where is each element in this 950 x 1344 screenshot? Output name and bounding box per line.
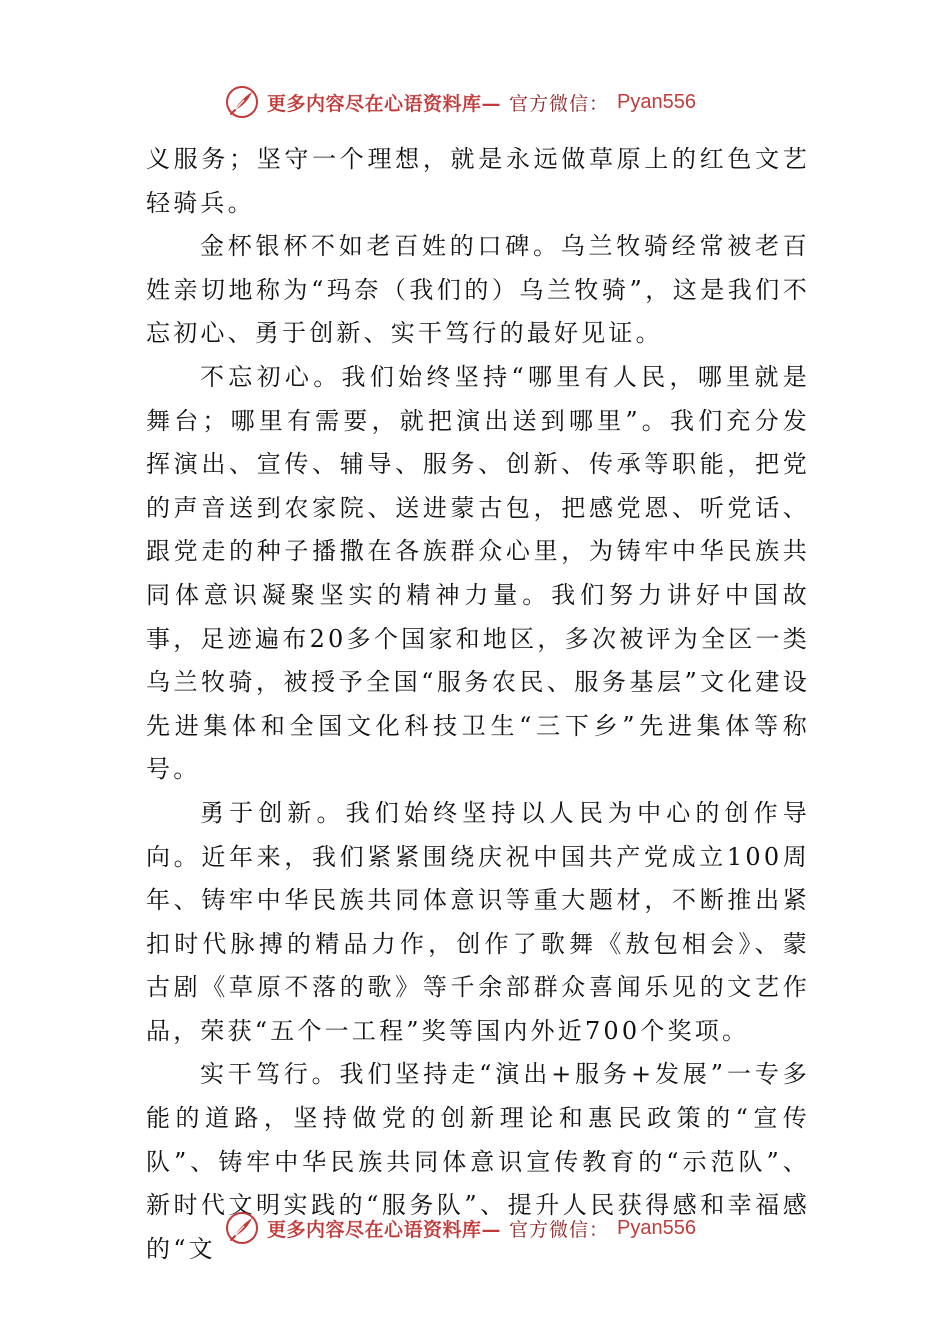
footer-watermark bbox=[225, 1208, 696, 1248]
watermark-wechat-id: Pyan556 bbox=[617, 90, 696, 113]
paragraph-original-aspiration: 不忘初心。我们始终坚持“哪里有人民，哪里就是舞台；哪里有需要，就把演出送到哪里”。我们充分发挥演出、宣传、辅导、服务、创新、传承等职能，把党的声音送到农家院、送进蒙古包，把感党恩、听党话、跟党走的种子播撒在各族群众心里，为铸牢中华民族共同体意识凝聚坚实的精神力量。我们努力讲好中国故事，足迹遍布20多个国家和地区，多次被评为全区一类乌兰牧骑，被授予全国“服务农民、服务基层”文化建设先进集体和全国文化科技卫生“三下乡”先进集体等称号。 bbox=[146, 362, 810, 784]
feather-pen-icon bbox=[225, 1211, 259, 1245]
watermark-wechat-label: 官方微信： bbox=[509, 1218, 610, 1241]
paragraph-continuation: 义服务；坚守一个理想，就是永远做草原上的红色文艺轻骑兵。 bbox=[146, 145, 810, 217]
paragraph-word-of-mouth: 金杯银杯不如老百姓的口碑。乌兰牧骑经常被老百姓亲切地称为“玛奈（我们的）乌兰牧骑”，这是我们不忘初心、勇于创新、实干笃行的最好见证。 bbox=[146, 232, 810, 348]
paragraph-practical-action: 实干笃行。我们坚持走“演出+服务+发展”一专多能的道路，坚持做党的创新理论和惠民政策的“宣传队”、铸牢中华民族共同体意识宣传教育的“示范队”、新时代文明实践的“服务队”、提升人民获得感和幸福感的“文 bbox=[146, 1060, 810, 1263]
header-watermark bbox=[225, 82, 696, 122]
watermark-site-text: 更多内容尽在心语资料库— bbox=[267, 92, 502, 115]
watermark-site-text: 更多内容尽在心语资料库— bbox=[267, 1218, 502, 1241]
document-body bbox=[146, 138, 810, 1271]
watermark-wechat-id: Pyan556 bbox=[617, 1216, 696, 1239]
watermark-wechat-label: 官方微信： bbox=[509, 92, 610, 115]
paragraph-innovation: 勇于创新。我们始终坚持以人民为中心的创作导向。近年来，我们紧紧围绕庆祝中国共产党成立100周年、铸牢中华民族共同体意识等重大题材，不断推出紧扣时代脉搏的精品力作，创作了歌舞《敖包相会》、蒙古剧《草原不落的歌》等千余部群众喜闻乐见的文艺作品，荣获“五个一工程”奖等国内外近700个奖项。 bbox=[146, 798, 810, 1045]
feather-pen-icon bbox=[225, 85, 259, 119]
